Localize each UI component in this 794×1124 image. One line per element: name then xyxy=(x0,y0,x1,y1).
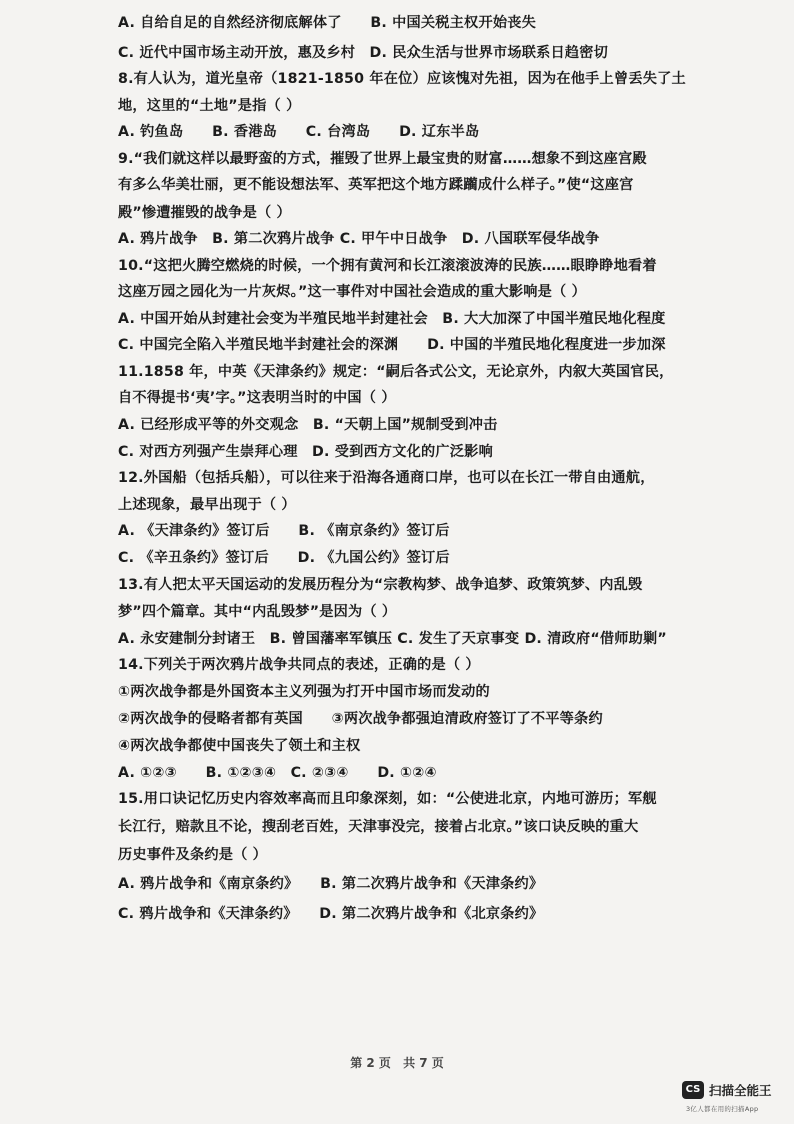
text-line: 自不得提书‘夷’字。”这表明当时的中国（ ） xyxy=(118,390,396,406)
text-line: C. 中国完全陷入半殖民地半封建社会的深渊 D. 中国的半殖民地化程度进一步加深 xyxy=(118,337,666,353)
text-line: 殿”惨遭摧毁的战争是（ ） xyxy=(118,205,291,221)
text-line: 有多么华美壮丽，更不能设想法军、英军把这个地方蹂躏成什么样子。”使“这座宫 xyxy=(118,177,634,193)
text-line: 地，这里的“土地”是指（ ） xyxy=(118,98,301,114)
text-line: C. 近代中国市场主动开放，惠及乡村 D. 民众生活与世界市场联系日趋密切 xyxy=(118,45,609,61)
text-line: ①两次战争都是外国资本主义列强为打开中国市场而发动的 xyxy=(118,684,490,700)
text-line: 11.1858 年，中英《天津条约》规定：“嗣后各式公文，无论京外，内叙大英国官民， xyxy=(118,364,674,380)
text-line: C. 《辛丑条约》签订后 D. 《九国公约》签订后 xyxy=(118,550,450,566)
text-line: 13.有人把太平天国运动的发展历程分为“宗教构梦、战争追梦、政策筑梦、内乱毁 xyxy=(118,577,643,593)
text-line: ④两次战争都使中国丧失了领土和主权 xyxy=(118,738,361,754)
text-line: A. 永安建制分封诸王 B. 曾国藩率军镇压 C. 发生了天京事变 D. 清政府“借师助剿” xyxy=(118,631,667,647)
page-total: 共 7 页 xyxy=(403,1056,444,1070)
text-line: 这座万园之园化为一片灰烬。”这一事件对中国社会造成的重大影响是（ ） xyxy=(118,284,586,300)
text-line: 8.有人认为，道光皇帝（1821-1850 年在位）应该愧对先祖，因为在他手上曾丢失了土 xyxy=(118,71,686,87)
text-line: C. 鸦片战争和《天津条约》 D. 第二次鸦片战争和《北京条约》 xyxy=(118,906,544,922)
text-line: 上述现象，最早出现于（ ） xyxy=(118,497,296,513)
text-line: 梦”四个篇章。其中“内乱毁梦”是因为（ ） xyxy=(118,604,397,620)
text-line: C. 对西方列强产生崇拜心理 D. 受到西方文化的广泛影响 xyxy=(118,444,493,460)
text-line: A. 《天津条约》签订后 B. 《南京条约》签订后 xyxy=(118,523,450,539)
text-line: A. 鸦片战争 B. 第二次鸦片战争 C. 甲午中日战争 D. 八国联军侵华战争 xyxy=(118,231,600,247)
text-line: 10.“这把火腾空燃烧的时候，一个拥有黄河和长江滚滚波涛的民族……眼睁睁地看着 xyxy=(118,258,657,274)
page-number: 第 2 页 xyxy=(350,1056,391,1070)
camscanner-logo-icon: CS xyxy=(682,1081,704,1099)
text-line: A. 中国开始从封建社会变为半殖民地半封建社会 B. 大大加深了中国半殖民地化程度 xyxy=(118,311,666,327)
text-line: ②两次战争的侵略者都有英国 ③两次战争都强迫清政府签订了不平等条约 xyxy=(118,711,603,727)
text-line: 历史事件及条约是（ ） xyxy=(118,847,268,863)
text-line: 14.下列关于两次鸦片战争共同点的表述，正确的是（ ） xyxy=(118,657,480,673)
watermark-tagline: 3亿人都在用的扫描App xyxy=(686,1105,759,1113)
text-line: 长江行，赔款且不论，搜刮老百姓，天津事没完，接着占北京。”该口诀反映的重大 xyxy=(118,819,639,835)
watermark-name: 扫描全能王 xyxy=(709,1083,772,1098)
text-line: A. 鸦片战争和《南京条约》 B. 第二次鸦片战争和《天津条约》 xyxy=(118,876,544,892)
page-footer xyxy=(0,1054,794,1071)
text-line: A. 已经形成平等的外交观念 B. “天朝上国”规制受到冲击 xyxy=(118,417,498,433)
text-line: A. 钓鱼岛 B. 香港岛 C. 台湾岛 D. 辽东半岛 xyxy=(118,124,480,140)
text-line: A. 自给自足的自然经济彻底解体了 B. 中国关税主权开始丧失 xyxy=(118,15,536,31)
text-line: 9.“我们就这样以最野蛮的方式，摧毁了世界上最宝贵的财富……想象不到这座宫殿 xyxy=(118,151,647,167)
text-line: 15.用口诀记忆历史内容效率高而且印象深刻，如：“公使进北京，内地可游历；军舰 xyxy=(118,791,657,807)
text-line: A. ①②③ B. ①②③④ C. ②③④ D. ①②④ xyxy=(118,765,437,781)
text-line: 12.外国船（包括兵船），可以往来于沿海各通商口岸，也可以在长江一带自由通航， xyxy=(118,470,655,486)
